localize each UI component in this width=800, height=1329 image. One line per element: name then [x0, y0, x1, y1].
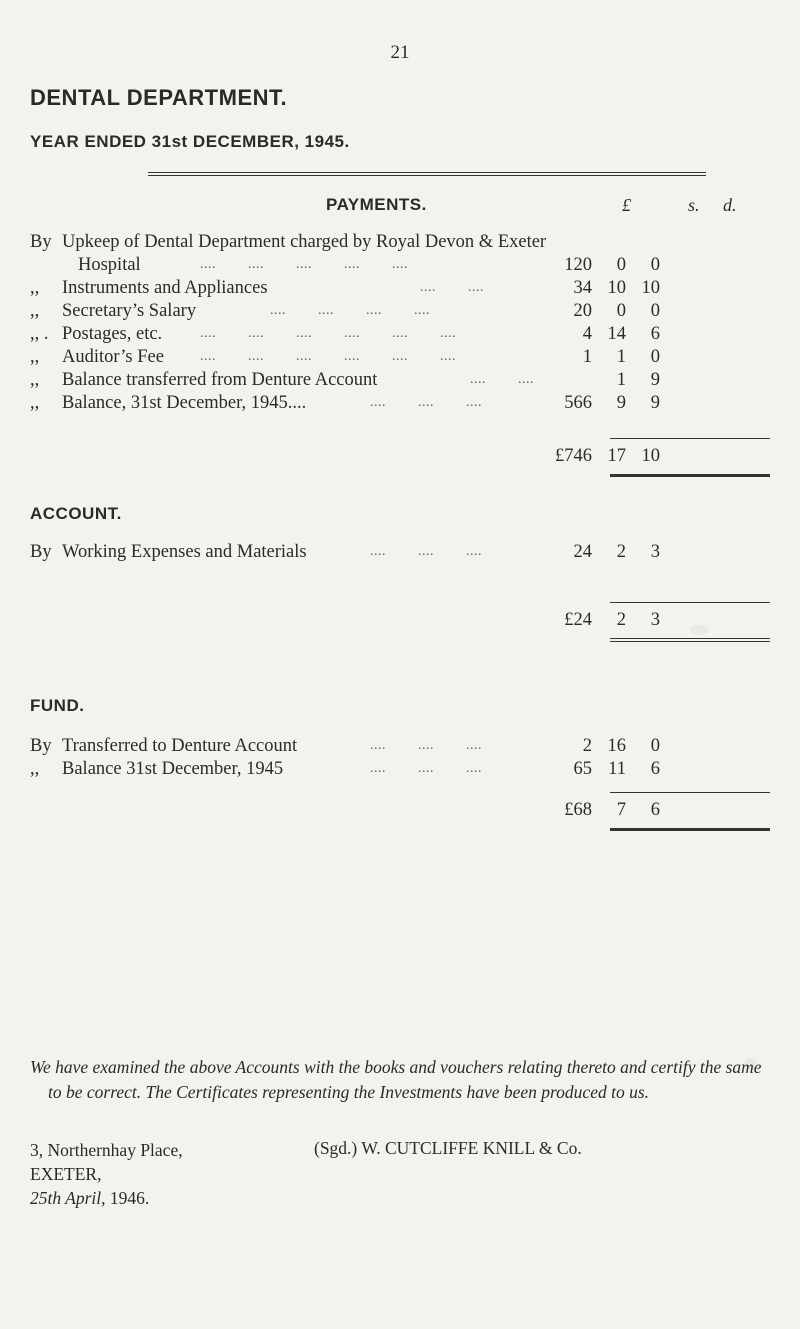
- row-desc: Working Expenses and Materials: [62, 542, 307, 562]
- row-prefix: By: [30, 736, 52, 756]
- amount-pence: 6: [650, 324, 660, 344]
- amount-pounds: 24: [573, 542, 592, 562]
- row-desc: Balance 31st December, 1945: [62, 759, 284, 779]
- amount-pounds: 4: [582, 324, 592, 344]
- row-desc: Balance, 31st December, 1945....: [62, 393, 307, 413]
- col-pounds: £: [622, 195, 631, 215]
- row-prefix: ,,: [30, 393, 40, 413]
- row-desc: Balance transferred from Denture Account: [62, 370, 378, 390]
- col-shillings: s.: [688, 195, 700, 215]
- address-line: 3, Northernhay Place,: [30, 1140, 183, 1160]
- total-pence: 3: [650, 610, 660, 630]
- certificate-date: 25th April, 1946.: [30, 1188, 150, 1208]
- total-rule-bottom: [610, 638, 770, 642]
- amount-pounds: 20: [573, 301, 592, 321]
- amount-shillings: 14: [607, 324, 626, 344]
- row-desc: Auditor’s Fee: [62, 347, 164, 367]
- amount-shillings: 1: [616, 347, 626, 367]
- address-line: EXETER,: [30, 1164, 102, 1184]
- payment-row: [30, 345, 770, 369]
- account-heading: ACCOUNT.: [30, 504, 122, 523]
- amount-pounds: 1: [582, 347, 592, 367]
- leader-dots: .... .... .... ....: [270, 303, 430, 318]
- leader-dots: .... .... .... .... ....: [200, 257, 408, 272]
- total-shillings: 7: [616, 800, 626, 820]
- amount-pence: 0: [650, 736, 660, 756]
- amount-shillings: 10: [607, 278, 626, 298]
- row-desc: Upkeep of Dental Department charged by Royal Devon & Exeter: [62, 232, 547, 252]
- amount-shillings: 9: [616, 393, 626, 413]
- total-pounds: £24: [564, 610, 592, 630]
- leader-dots: .... .... ....: [370, 738, 482, 753]
- amount-shillings: 0: [616, 255, 626, 275]
- payment-row: [30, 391, 770, 415]
- amount-shillings: 0: [616, 301, 626, 321]
- page-number: 21: [390, 42, 410, 63]
- leader-dots: .... .... ....: [370, 761, 482, 776]
- amount-pence: 0: [650, 347, 660, 367]
- account-row: [30, 540, 770, 564]
- row-prefix: ,,: [30, 278, 40, 298]
- leader-dots: .... .... ....: [370, 395, 482, 410]
- fund-row: [30, 734, 770, 758]
- total-pence: 6: [650, 800, 660, 820]
- row-prefix: ,,: [30, 370, 40, 390]
- total-rule-bottom: [610, 828, 770, 831]
- payment-row: [30, 322, 770, 346]
- amount-pence: 10: [641, 278, 660, 298]
- auditor-address: [30, 1138, 183, 1210]
- amount-pounds: 2: [582, 736, 592, 756]
- payments-heading: PAYMENTS.: [326, 195, 427, 214]
- account-total-row: [30, 608, 770, 632]
- fund-total-row: [30, 798, 770, 822]
- amount-shillings: 16: [607, 736, 626, 756]
- payments-total-row: [30, 444, 770, 468]
- amount-shillings: 11: [608, 759, 626, 779]
- certificate-text: We have examined the above Accounts with the books and vouchers relating thereto and certify the same to be correct. The Certificates representing the Investments have been produced to us.: [30, 1057, 762, 1102]
- amount-shillings: 1: [616, 370, 626, 390]
- row-prefix: By: [30, 542, 52, 562]
- leader-dots: .... ....: [470, 372, 534, 387]
- page-subtitle: YEAR ENDED 31st DECEMBER, 1945.: [30, 132, 350, 151]
- payment-row-cont: [30, 253, 770, 277]
- fund-heading: FUND.: [30, 696, 85, 715]
- payment-row: [30, 368, 770, 392]
- amount-pence: 9: [650, 370, 660, 390]
- total-rule-top: [610, 792, 770, 793]
- row-prefix: ,, .: [30, 324, 49, 344]
- row-desc-cont: Hospital: [78, 255, 141, 275]
- total-pence: 10: [641, 446, 660, 466]
- amount-pounds: 65: [573, 759, 592, 779]
- leader-dots: .... ....: [420, 280, 484, 295]
- payment-row: [30, 276, 770, 300]
- audit-certificate: [30, 1055, 770, 1105]
- amount-pence: 3: [650, 542, 660, 562]
- total-rule-top: [610, 602, 770, 603]
- amount-pence: 9: [650, 393, 660, 413]
- row-desc: Transferred to Denture Account: [62, 736, 298, 756]
- amount-pence: 0: [650, 255, 660, 275]
- row-desc: Instruments and Appliances: [62, 278, 268, 298]
- amount-shillings: 2: [616, 542, 626, 562]
- fund-row: [30, 757, 770, 781]
- amount-pence: 6: [650, 759, 660, 779]
- row-prefix: ,,: [30, 347, 40, 367]
- total-shillings: 17: [607, 446, 626, 466]
- total-pounds: £746: [555, 446, 592, 466]
- row-prefix: By: [30, 232, 52, 252]
- paper-smudge: [690, 625, 708, 635]
- amount-pence: 0: [650, 301, 660, 321]
- total-rule-top: [610, 438, 770, 439]
- amount-pounds: 566: [564, 393, 592, 413]
- total-pounds: £68: [564, 800, 592, 820]
- row-desc: Postages, etc.: [62, 324, 163, 344]
- total-rule-bottom: [610, 474, 770, 477]
- amount-pounds: 34: [573, 278, 592, 298]
- leader-dots: .... .... ....: [370, 544, 482, 559]
- payment-row: [30, 230, 770, 254]
- row-desc: Secretary’s Salary: [62, 301, 197, 321]
- row-prefix: ,,: [30, 759, 40, 779]
- leader-dots: .... .... .... .... .... ....: [200, 326, 456, 341]
- col-pence: d.: [723, 195, 737, 215]
- auditor-signature: (Sgd.) W. CUTCLIFFE KNILL & Co.: [314, 1138, 582, 1158]
- double-rule: [148, 172, 706, 176]
- leader-dots: .... .... .... .... .... ....: [200, 349, 456, 364]
- page-title: DENTAL DEPARTMENT.: [30, 85, 288, 110]
- row-prefix: ,,: [30, 301, 40, 321]
- amount-pounds: 120: [564, 255, 592, 275]
- total-shillings: 2: [616, 610, 626, 630]
- payment-row: [30, 299, 770, 323]
